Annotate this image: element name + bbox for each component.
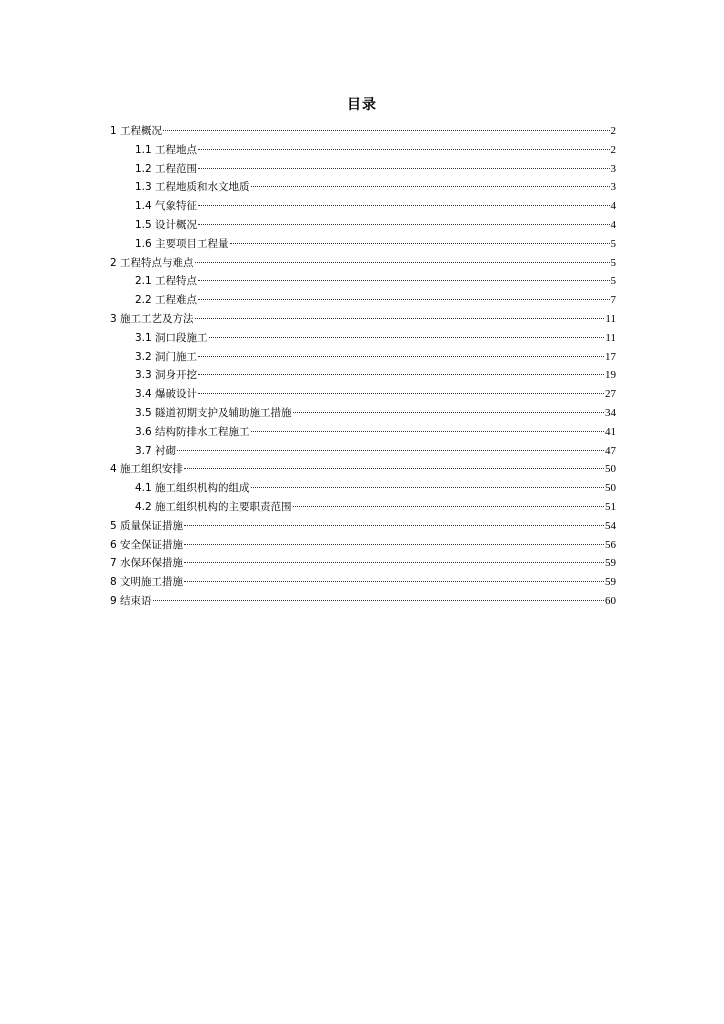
toc-dot-leader <box>293 411 604 413</box>
toc-entry-label: 5 质量保证措施 <box>110 519 184 532</box>
toc-entry-page-number: 5 <box>610 275 616 288</box>
toc-entry-page-number: 4 <box>610 200 616 213</box>
toc-entry[interactable] <box>110 498 616 517</box>
toc-dot-leader <box>293 505 604 507</box>
toc-entry[interactable] <box>110 554 616 573</box>
toc-dot-leader <box>184 467 604 469</box>
toc-entry-page-number: 50 <box>605 482 616 495</box>
toc-entry-page-number: 4 <box>610 218 616 231</box>
toc-dot-leader <box>251 430 604 432</box>
toc-dot-leader <box>198 148 609 150</box>
toc-entry-label: 8 文明施工措施 <box>110 576 184 589</box>
toc-entry-page-number: 17 <box>605 350 616 363</box>
toc-dot-leader <box>198 167 609 169</box>
toc-entry-label: 3.4 爆破设计 <box>135 388 198 401</box>
toc-entry[interactable] <box>110 348 616 367</box>
toc-dot-leader <box>198 373 604 375</box>
toc-entry-label: 9 结束语 <box>110 594 152 607</box>
toc-entry[interactable] <box>110 122 616 141</box>
toc-entry-page-number: 2 <box>610 143 616 156</box>
toc-entry-label: 4 施工组织安排 <box>110 463 184 476</box>
toc-dot-leader <box>184 580 604 582</box>
toc-entry[interactable] <box>110 592 616 611</box>
toc-entry-label: 3.5 隧道初期支护及辅助施工措施 <box>135 406 292 419</box>
toc-entry[interactable] <box>110 291 616 310</box>
toc-dot-leader <box>198 298 609 300</box>
toc-entry-page-number: 3 <box>610 181 616 194</box>
toc-entry-page-number: 34 <box>605 406 616 419</box>
toc-dot-leader <box>198 204 609 206</box>
toc-entry-page-number: 51 <box>605 500 616 513</box>
toc-entry-page-number: 54 <box>605 519 616 532</box>
toc-entry-page-number: 19 <box>605 369 616 382</box>
toc-entry-label: 2 工程特点与难点 <box>110 256 194 269</box>
toc-entry-label: 1.3 工程地质和水文地质 <box>135 181 250 194</box>
toc-entry-page-number: 41 <box>605 425 616 438</box>
toc-dot-leader <box>251 486 604 488</box>
toc-entry[interactable] <box>110 442 616 461</box>
toc-dot-leader <box>230 242 610 244</box>
toc-entry[interactable] <box>110 141 616 160</box>
toc-entry[interactable] <box>110 573 616 592</box>
toc-entry-page-number: 5 <box>610 256 616 269</box>
toc-dot-leader <box>184 561 604 563</box>
toc-entry[interactable] <box>110 197 616 216</box>
toc-entry[interactable] <box>110 160 616 179</box>
toc-entry-page-number: 5 <box>610 237 616 250</box>
toc-dot-leader <box>195 261 610 263</box>
toc-entry-label: 1.6 主要项目工程量 <box>135 237 229 250</box>
toc-dot-leader <box>184 543 604 545</box>
toc-entry[interactable] <box>110 423 616 442</box>
toc-dot-leader <box>209 336 605 338</box>
toc-entry-page-number: 50 <box>605 463 616 476</box>
toc-entry[interactable] <box>110 178 616 197</box>
toc-entry-label: 3.6 结构防排水工程施工 <box>135 425 250 438</box>
toc-entry[interactable] <box>110 404 616 423</box>
toc-dot-leader <box>163 129 609 131</box>
toc-entry-page-number: 7 <box>610 294 616 307</box>
toc-entry-label: 7 水保环保措施 <box>110 557 184 570</box>
toc-entry[interactable] <box>110 272 616 291</box>
toc-entry-page-number: 60 <box>605 594 616 607</box>
toc-entry-page-number: 47 <box>605 444 616 457</box>
toc-entry-label: 1.2 工程范围 <box>135 162 198 175</box>
toc-dot-leader <box>198 279 609 281</box>
toc-entry-page-number: 59 <box>605 576 616 589</box>
toc-entry-label: 3.1 洞口段施工 <box>135 331 208 344</box>
toc-dot-leader <box>198 392 604 394</box>
toc-entry[interactable] <box>110 366 616 385</box>
toc-entry[interactable] <box>110 310 616 329</box>
toc-dot-leader <box>251 185 610 187</box>
toc-entry[interactable] <box>110 216 616 235</box>
toc-entry[interactable] <box>110 329 616 348</box>
toc-dot-leader <box>184 524 604 526</box>
toc-entry-page-number: 3 <box>610 162 616 175</box>
toc-entry-label: 2.1 工程特点 <box>135 275 198 288</box>
toc-entry-label: 2.2 工程难点 <box>135 294 198 307</box>
toc-entry[interactable] <box>110 460 616 479</box>
toc-entry[interactable] <box>110 385 616 404</box>
toc-entry-page-number: 11 <box>605 312 616 325</box>
toc-entry-label: 1.5 设计概况 <box>135 218 198 231</box>
toc-entry[interactable] <box>110 517 616 536</box>
toc-entry[interactable] <box>110 254 616 273</box>
table-of-contents <box>110 122 616 611</box>
toc-title: 目录 <box>347 97 377 113</box>
toc-entry-label: 3 施工工艺及方法 <box>110 312 194 325</box>
toc-entry-page-number: 11 <box>605 331 616 344</box>
toc-entry-label: 3.2 洞门施工 <box>135 350 198 363</box>
toc-entry[interactable] <box>110 479 616 498</box>
toc-entry-label: 6 安全保证措施 <box>110 538 184 551</box>
toc-entry-label: 4.2 施工组织机构的主要职责范围 <box>135 500 292 513</box>
toc-entry-label: 1.4 气象特征 <box>135 200 198 213</box>
toc-entry-label: 3.3 洞身开挖 <box>135 369 198 382</box>
toc-dot-leader <box>198 223 609 225</box>
toc-dot-leader <box>198 355 604 357</box>
toc-entry-page-number: 27 <box>605 388 616 401</box>
toc-entry-page-number: 2 <box>610 125 616 137</box>
toc-dot-leader <box>195 317 605 319</box>
toc-entry-page-number: 56 <box>605 538 616 551</box>
toc-entry-label: 1 工程概况 <box>110 125 163 137</box>
toc-entry[interactable] <box>110 235 616 254</box>
toc-entry-page-number: 59 <box>605 557 616 570</box>
toc-entry[interactable] <box>110 536 616 555</box>
toc-entry-label: 4.1 施工组织机构的组成 <box>135 482 250 495</box>
toc-dot-leader <box>177 449 604 451</box>
toc-entry-label: 3.7 衬砌 <box>135 444 177 457</box>
toc-dot-leader <box>153 599 604 601</box>
toc-entry-label: 1.1 工程地点 <box>135 143 198 156</box>
